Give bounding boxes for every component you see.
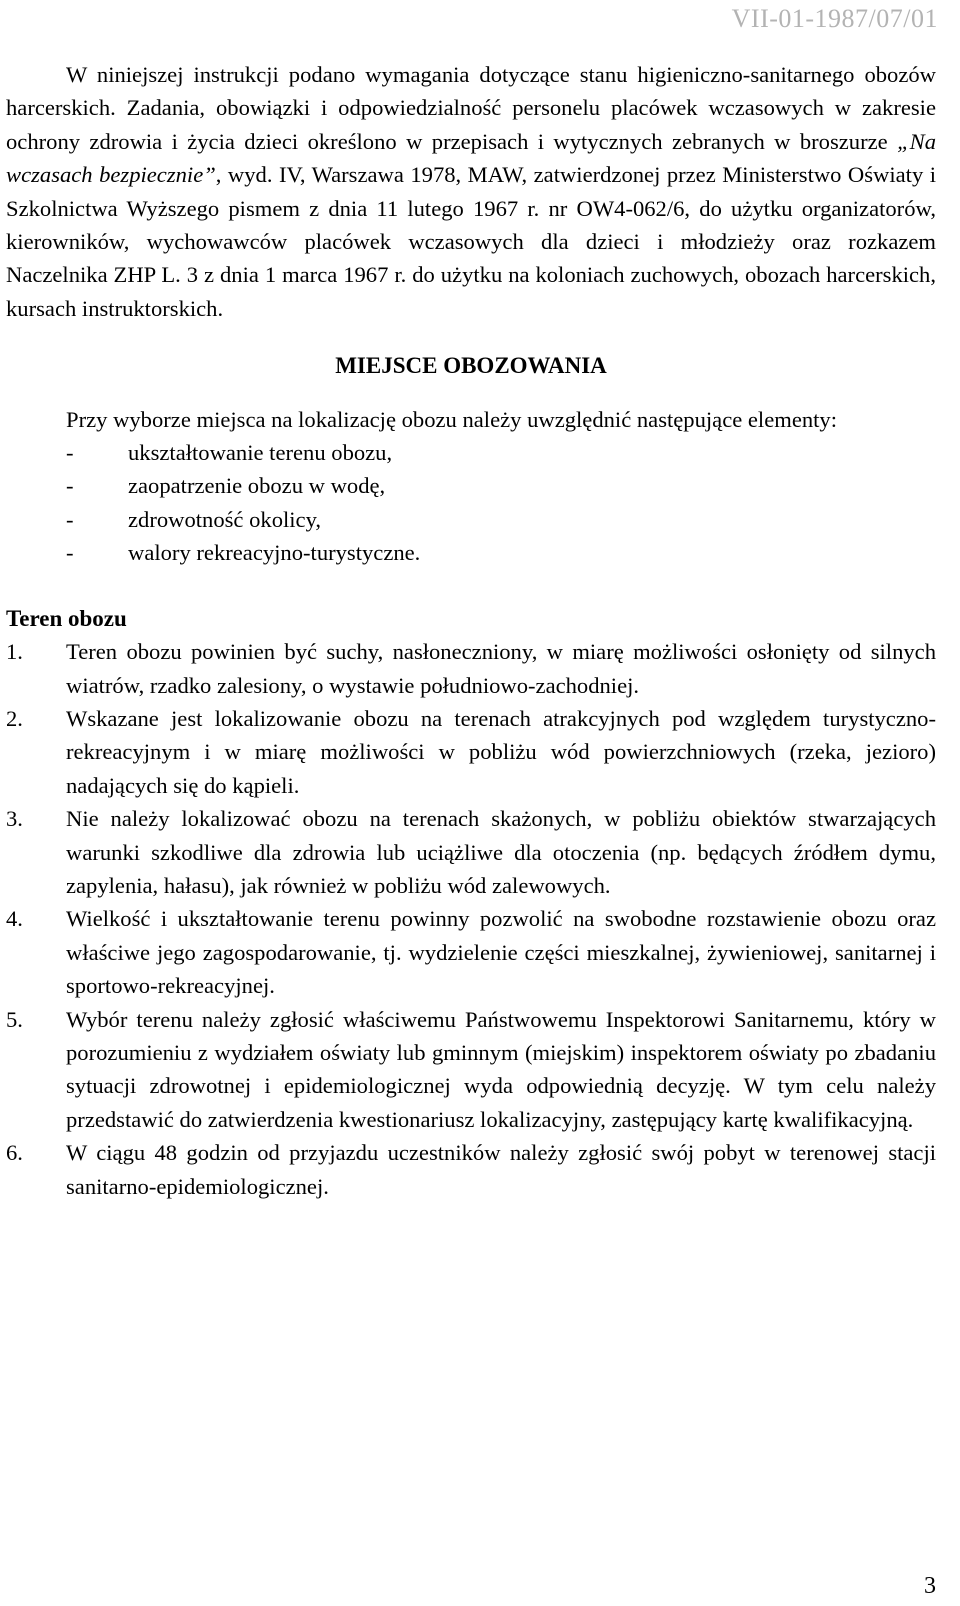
item-text: Wybór terenu należy zgłosić właściwemu Państwowemu Inspektorowi Sanitarnemu, który w porozumieniu z wydziałem oświaty lub gminnym (miejskim) inspektorem oświaty po zbadaniu sytuacji zdrowotnej i epidemiologicznej wyda odpowiednią decyzję. W tym celu należy przedstawić do zatwierdzenia kwestionariusz lokalizacyjny, zastępujący kartę kwalifikacyjną.: [66, 1006, 936, 1132]
bullet-marker: -: [66, 473, 74, 499]
item-number: 5.: [6, 1006, 23, 1032]
elements-list: [6, 436, 936, 570]
list-item: [6, 503, 936, 536]
bullet-marker: -: [66, 506, 74, 532]
item-text: Teren obozu powinien być suchy, nasłoneczniony, w miarę możliwości osłonięty od silnych wiatrów, rzadko zalesiony, o wystawie południowo-zachodniej.: [66, 639, 936, 698]
item-number: 3.: [6, 806, 23, 832]
item-number: 4.: [6, 906, 23, 932]
terrain-rules-list: [6, 635, 936, 1203]
document-id: VII-01-1987/07/01: [731, 4, 938, 33]
list-item-text: zaopatrzenie obozu w wodę,: [128, 473, 386, 499]
numbered-item: [6, 802, 936, 902]
subsection-title: Teren obozu: [6, 605, 127, 631]
list-item: [6, 536, 936, 569]
list-item-text: ukształtowanie terenu obozu,: [128, 440, 393, 466]
item-number: 6.: [6, 1140, 23, 1166]
section-title: MIEJSCE OBOZOWANIA: [335, 353, 607, 379]
list-item-text: walory rekreacyjno-turystyczne.: [128, 540, 421, 566]
numbered-item: [6, 1136, 936, 1203]
intro-text-part1: W niniejszej instrukcji podano wymagania dotyczące stanu higieniczno-sanitarnego obozów harcerskich. Zadania, obowiązki i odpowiedzialność personelu placówek wczasowych w zakresie ochrony zdrowia i życia dzieci określono w przepisach i wytycznych zebranych w broszurze: [6, 62, 936, 154]
item-text: W ciągu 48 godzin od przyjazdu uczestników należy zgłosić swój pobyt w terenowej stacji sanitarno-epidemiologicznej.: [66, 1140, 936, 1199]
item-text: Wielkość i ukształtowanie terenu powinny pozwolić na swobodne rozstawienie obozu oraz właściwe jego zagospodarowanie, tj. wydzielenie części mieszkalnej, żywieniowej, sanitarnej i sportowo-rekreacyjnej.: [66, 906, 936, 999]
list-item: [6, 469, 936, 502]
intro-paragraph: [6, 58, 936, 325]
item-text: Nie należy lokalizować obozu na terenach skażonych, w pobliżu obiektów stwarzających warunki szkodliwe dla zdrowia lub uciążliwe dla otoczenia (np. będących źródłem dymu, zapylenia, hałasu), jak również w pobliżu wód zalewowych.: [66, 806, 936, 898]
numbered-item: [6, 902, 936, 1002]
numbered-item: [6, 702, 936, 802]
page-number: 3: [924, 1573, 936, 1599]
section-lead: Przy wyborze miejsca na lokalizację obozu należy uwzględnić następujące elementy:: [66, 406, 837, 432]
bullet-marker: -: [66, 440, 74, 466]
document-content: [6, 58, 936, 1203]
list-item: [6, 436, 936, 469]
bullet-marker: -: [66, 540, 74, 566]
numbered-item: [6, 635, 936, 702]
list-item-text: zdrowotność okolicy,: [128, 506, 322, 532]
intro-text-part2: , wyd. IV, Warszawa 1978, MAW, zatwierdzonej przez Ministerstwo Oświaty i Szkolnictwa Wyższego pismem z dnia 11 lutego 1967 r. nr OW4-062/6, do użytku organizatorów, kierowników, wychowawców placówek wczasowych dla dzieci i młodzieży oraz rozkazem Naczelnika ZHP L. 3 z dnia 1 marca 1967 r. do użytku na koloniach zuchowych, obozach harcerskich, kursach instruktorskich.: [6, 162, 936, 321]
item-text: Wskazane jest lokalizowanie obozu na terenach atrakcyjnych pod względem turystyczno-rekreacyjnym i w miarę możliwości w pobliżu wód powierzchniowych (rzeka, jezioro) nadających się do kąpieli.: [66, 705, 936, 798]
numbered-item: [6, 1003, 936, 1137]
brochure-title: „Na wczasach bezpiecznie”: [6, 128, 936, 188]
item-number: 2.: [6, 705, 23, 731]
item-number: 1.: [6, 639, 23, 665]
